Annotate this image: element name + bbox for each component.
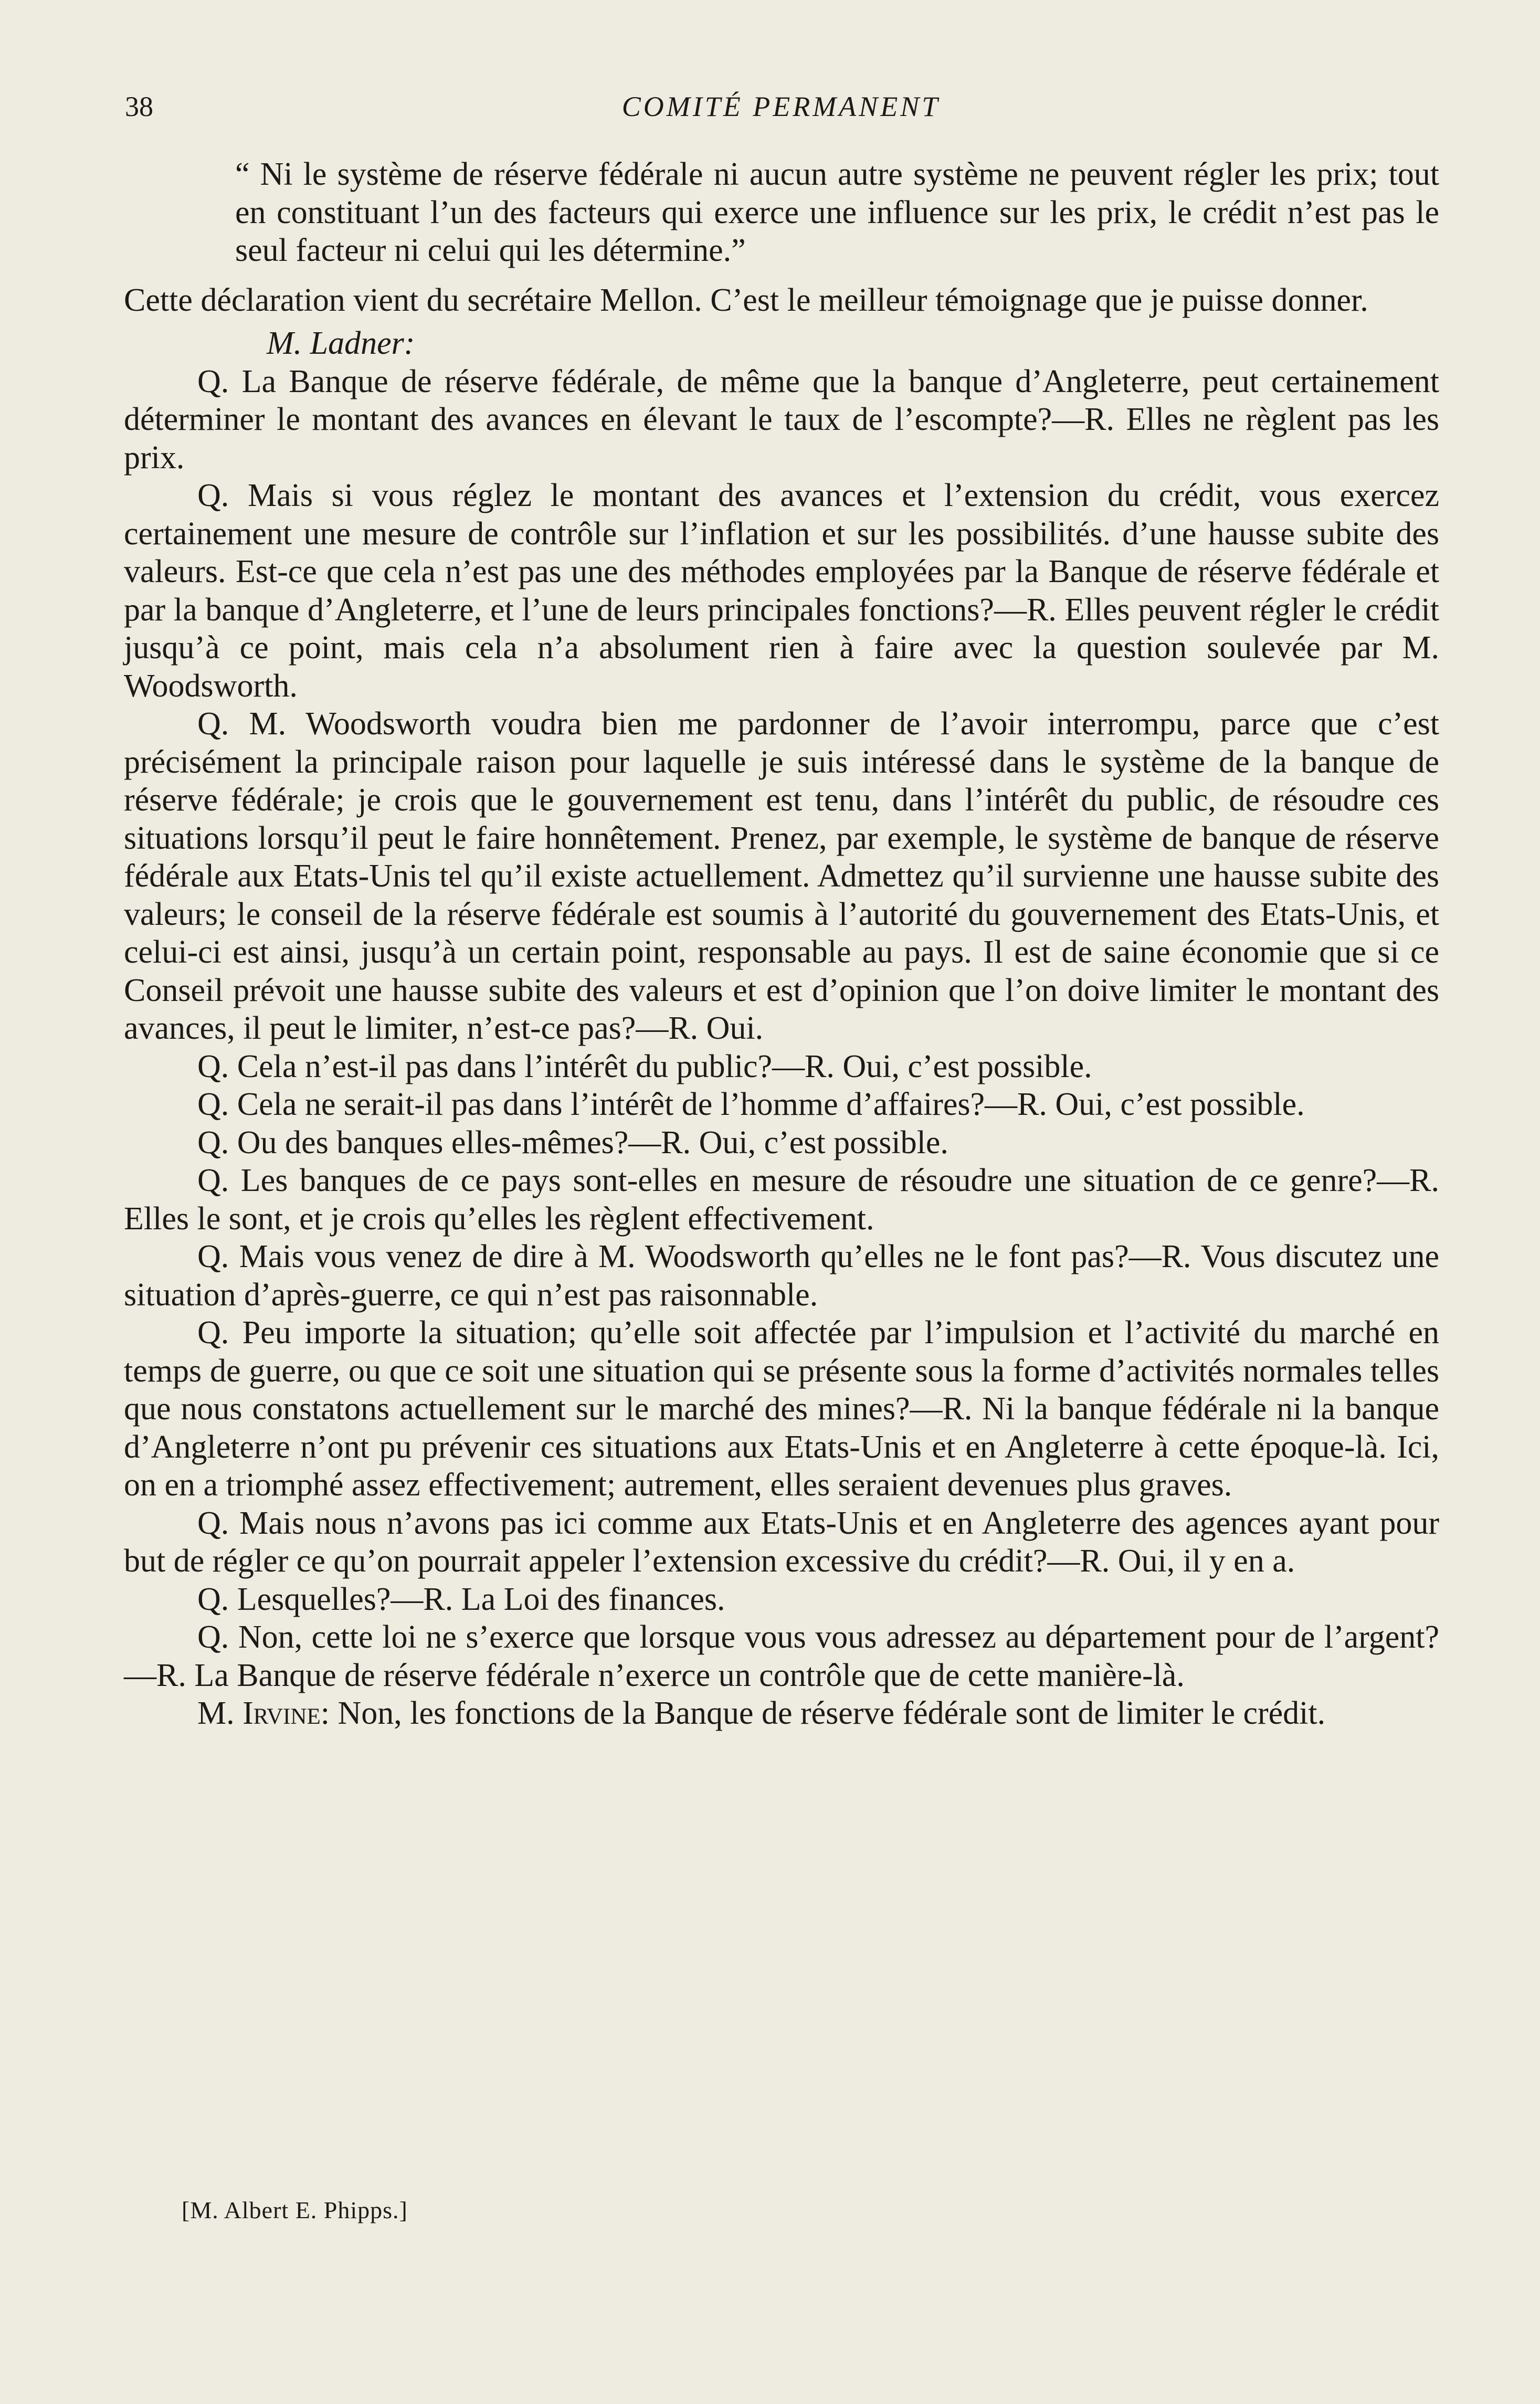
- running-title: COMITÉ PERMANENT: [621, 91, 941, 122]
- question-paragraph: Q. Ou des banques elles-mêmes?—R. Oui, c’est possible.: [197, 1124, 948, 1161]
- question-paragraph: Q. Lesquelles?—R. La Loi des finances.: [197, 1581, 725, 1617]
- irvine-text: Non, les fonctions de la Banque de réserve fédérale sont de limiter le crédit.: [337, 1695, 1326, 1731]
- page-header: [125, 90, 1437, 132]
- question-paragraph: Q. Mais si vous réglez le montant des avances et l’extension du crédit, vous exercez certainement une mesure de contrôle sur l’inflation et sur les possibilités. d’une hausse subite des valeurs. Est-ce que cela n’est pas une des méthodes employées par la Banque de réserve fédérale et par la banque d’Angleterre, et l’une de leurs principales fonctions?—R. Elles peuvent régler le crédit jusqu’à ce point, mais cela n’a absolument rien à faire avec la question soulevée par M. Woodsworth.: [124, 478, 1439, 704]
- question-paragraph: Q. Peu importe la situation; qu’elle soit affectée par l’impulsion et l’activité du marché en temps de guerre, ou que ce soit une situation qui se présente sous la forme d’activités normales telles que nous constatons actuellement sur le marché des mines?—R. Ni la banque fédérale ni la banque d’Angleterre n’ont pu prévenir ces situations aux Etats-Unis et en Angleterre à cette époque-là. Ici, on en a triomphé assez effectivement; autrement, elles seraient devenues plus graves.: [124, 1315, 1439, 1503]
- question-paragraph: Q. Cela n’est-il pas dans l’intérêt du public?—R. Oui, c’est possible.: [197, 1048, 1092, 1084]
- speaker-label: M. Ladner:: [267, 325, 415, 361]
- page-body: [124, 155, 1439, 1733]
- irvine-speaker: M. Irvine:: [197, 1695, 330, 1731]
- quoted-statement: “ Ni le système de réserve fédérale ni aucun autre système ne peuvent régler les prix; tout en constituant l’un des facteurs qui exerce une influence sur les prix, le crédit n’est pas le seul facteur ni celui qui les détermine.”: [235, 156, 1439, 268]
- page-number: 38: [125, 91, 153, 122]
- question-paragraph: Q. M. Woodsworth voudra bien me pardonner de l’avoir interrompu, parce que c’est précisément la principale raison pour laquelle je suis intéressé dans le système de la banque de réserve fédérale; je crois que le gouvernement est tenu, dans l’intérêt du public, de résoudre ces situations lorsqu’il peut le faire honnêtement. Prenez, par exemple, le système de banque de réserve fédérale aux Etats-Unis tel qu’il existe actuellement. Admettez qu’il survienne une hausse subite des valeurs; le conseil de la réserve fédérale est soumis à l’autorité du gouvernement des Etats-Unis, et celui-ci est ainsi, jusqu’à un certain point, responsable au pays. Il est de saine économie que si ce Conseil prévoit une hausse subite des valeurs et est d’opinion que l’on doive limiter le montant des avances, il peut le limiter, n’est-ce pas?—R. Oui.: [124, 706, 1439, 1046]
- question-paragraph: Q. La Banque de réserve fédérale, de même que la banque d’Angleterre, peut certainement déterminer le montant des avances en élevant le taux de l’escompte?—R. Elles ne règlent pas les prix.: [124, 363, 1439, 476]
- question-paragraph: Q. Mais nous n’avons pas ici comme aux Etats-Unis et en Angleterre des agences ayant pour but de régler ce qu’on pourrait appeler l’extension excessive du crédit?—R. Oui, il y en a.: [124, 1505, 1439, 1579]
- statement-paragraph: Cette déclaration vient du secrétaire Mellon. C’est le meilleur témoignage que je puisse donner.: [124, 282, 1368, 318]
- question-paragraph: Q. Les banques de ce pays sont-elles en mesure de résoudre une situation de ce genre?—R. Elles le sont, et je crois qu’elles les règlent effectivement.: [124, 1163, 1439, 1237]
- irvine-paragraph: [124, 1694, 1439, 1733]
- question-paragraph: Q. Cela ne serait-il pas dans l’intérêt de l’homme d’affaires?—R. Oui, c’est possible.: [197, 1087, 1305, 1122]
- question-paragraph: Q. Non, cette loi ne s’exerce que lorsque vous vous adressez au département pour de l’argent?—R. La Banque de réserve fédérale n’exerce un contrôle que de cette manière-là.: [124, 1619, 1439, 1693]
- question-paragraph: Q. Mais vous venez de dire à M. Woodsworth qu’elles ne le font pas?—R. Vous discutez une situation d’après-guerre, ce qui n’est pas raisonnable.: [124, 1239, 1439, 1313]
- footer-witness-note: [M. Albert E. Phipps.]: [182, 2197, 408, 2223]
